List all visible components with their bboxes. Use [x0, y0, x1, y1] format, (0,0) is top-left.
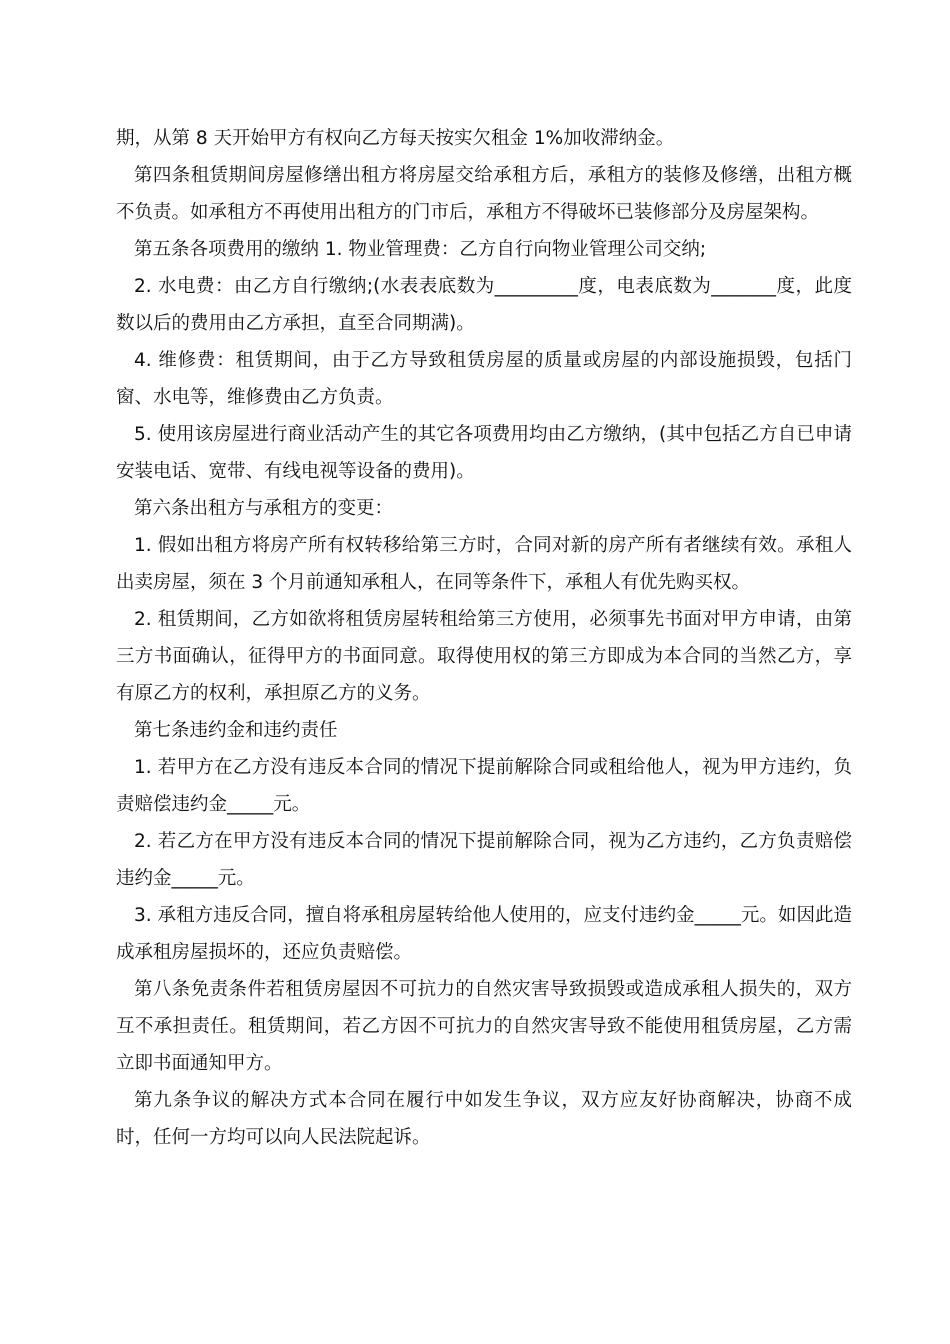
paragraph-article-7-item-3: 3. 承租方违反合同，擅自将承租房屋转给他人使用的，应支付违约金_____元。如因此造成承租房屋损坏的，还应负责赔偿。 [116, 905, 852, 963]
paragraph-article-7-item-1: 1. 若甲方在乙方没有违反本合同的情况下提前解除合同或租给他人，视为甲方违约，负责赔偿违约金_____元。 [116, 757, 852, 815]
paragraph-article-5-item-2: 2. 水电费：由乙方自行缴纳;(水表表底数为_________度，电表底数为_______度，此度数以后的费用由乙方承担，直至合同期满)。 [116, 276, 852, 334]
paragraph-article-6: 第六条出租方与承租方的变更： [134, 498, 394, 519]
paragraph-article-7: 第七条违约金和违约责任 [134, 720, 338, 741]
paragraph-article-6-item-2: 2. 租赁期间，乙方如欲将租赁房屋转租给第三方使用，必须事先书面对甲方申请，由第三方书面确认，征得甲方的书面同意。取得使用权的第三方即成为本合同的当然乙方，享有原乙方的权利，承担原乙方的义务。 [116, 609, 852, 704]
paragraph-late-fee: 期，从第 8 天开始甲方有权向乙方每天按实欠租金 1%加收滞纳金。 [116, 128, 675, 149]
paragraph-article-4: 第四条租赁期间房屋修缮出租方将房屋交给承租方后，承租方的装修及修缮，出租方概不负责。如承租方不再使用出租方的门市后，承租方不得破坏已装修部分及房屋架构。 [116, 165, 852, 223]
paragraph-article-7-item-2: 2. 若乙方在甲方没有违反本合同的情况下提前解除合同，视为乙方违约，乙方负责赔偿违约金_____元。 [116, 831, 852, 889]
paragraph-article-8: 第八条免责条件若租赁房屋因不可抗力的自然灾害导致损毁或造成承租人损失的，双方互不承担责任。租赁期间，若乙方因不可抗力的自然灾害导致不能使用租赁房屋，乙方需立即书面通知甲方。 [116, 979, 852, 1074]
paragraph-article-9: 第九条争议的解决方式本合同在履行中如发生争议，双方应友好协商解决，协商不成时，任何一方均可以向人民法院起诉。 [116, 1090, 852, 1148]
paragraph-article-5-item-4: 4. 维修费：租赁期间，由于乙方导致租赁房屋的质量或房屋的内部设施损毁，包括门窗、水电等，维修费由乙方负责。 [116, 350, 852, 408]
document-body [116, 120, 852, 1156]
paragraph-article-5-item-5: 5. 使用该房屋进行商业活动产生的其它各项费用均由乙方缴纳，(其中包括乙方自已申请安装电话、宽带、有线电视等设备的费用)。 [116, 424, 852, 482]
paragraph-article-6-item-1: 1. 假如出租方将房产所有权转移给第三方时，合同对新的房产所有者继续有效。承租人出卖房屋，须在 3 个月前通知承租人，在同等条件下，承租人有优先购买权。 [116, 535, 852, 593]
paragraph-article-5: 第五条各项费用的缴纳 1. 物业管理费：乙方自行向物业管理公司交纳; [134, 239, 707, 260]
